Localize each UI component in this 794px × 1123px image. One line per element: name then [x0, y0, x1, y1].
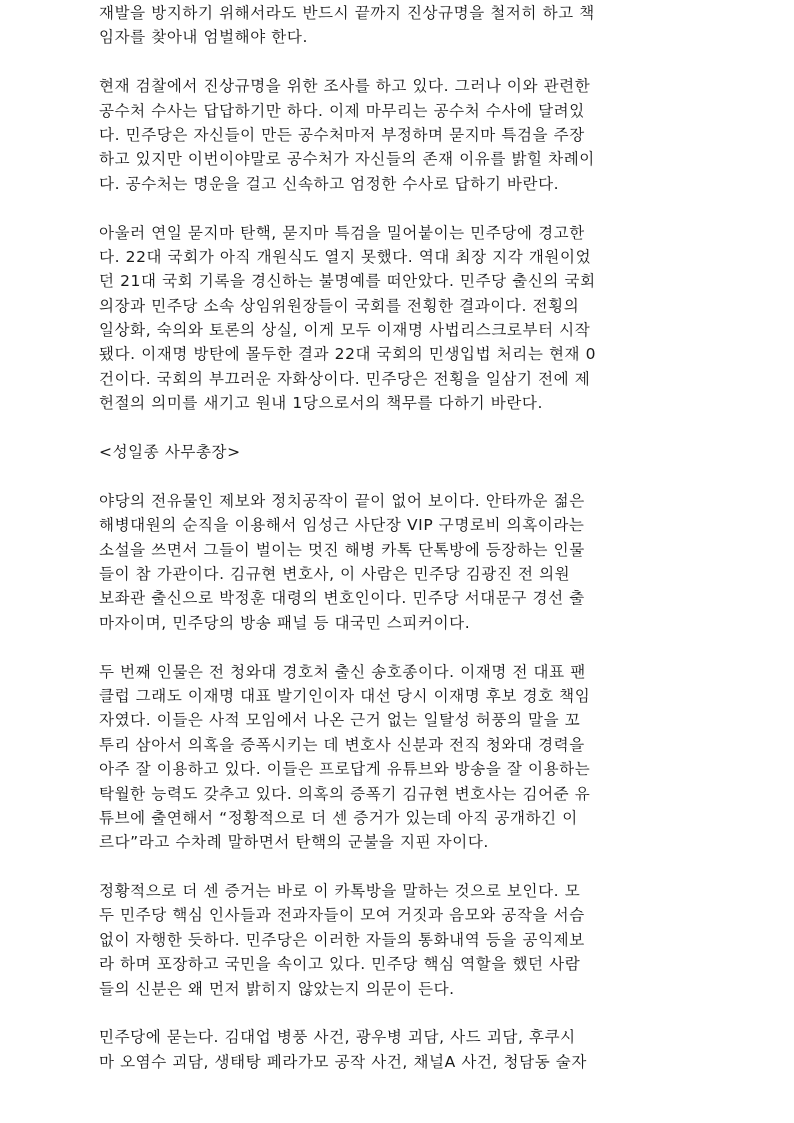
- text-line: 다. 민주당은 자신들이 만든 공수처마저 부정하며 묻지마 특검을 주장: [99, 125, 585, 144]
- text-line: 아울러 연일 묻지마 탄핵, 묻지마 특검을 밀어붙이는 민주당에 경고한: [99, 223, 585, 242]
- text-line: 르다”라고 수차례 말하면서 탄핵의 군불을 지핀 자이다.: [99, 833, 489, 852]
- text-line: 현재 검찰에서 진상규명을 위한 조사를 하고 있다. 그러나 이와 관련한: [99, 77, 591, 96]
- text-line: 클럽 그래도 이재명 대표 발기인이자 대선 당시 이재명 후보 경호 책임: [99, 686, 591, 705]
- text-line: 마 오염수 괴담, 생태탕 페라가모 공작 사건, 채널A 사건, 청담동 술자: [99, 1052, 587, 1071]
- text-line: 두 번째 인물은 전 청와대 경호처 출신 송호종이다. 이재명 전 대표 팬: [99, 662, 586, 681]
- paragraph-opposition: [99, 489, 695, 635]
- text-line: 건이다. 국회의 부끄러운 자화상이다. 민주당은 전횡을 일삼기 전에 제: [99, 369, 591, 388]
- text-line: 라 하며 포장하고 국민을 속이고 있다. 민주당 핵심 역할을 했던 사람: [99, 955, 581, 974]
- text-line: 없이 자행한 듯하다. 민주당은 이러한 자들의 통화내역 등을 공익제보: [99, 930, 585, 949]
- paragraph-warning: [99, 221, 695, 416]
- text-line: 아주 잘 이용하고 있다. 이들은 프로답게 유튜브와 방송을 잘 이용하는: [99, 760, 591, 779]
- text-line: 일상화, 숙의와 토론의 상실, 이게 모두 이재명 사법리스크로부터 시작: [99, 321, 591, 340]
- paragraph-responsibility: [99, 1, 695, 50]
- text-line: 해병대원의 순직을 이용해서 임성근 사단장 VIP 구명로비 의혹이라는: [99, 516, 585, 535]
- text-line: 다. 공수처는 명운을 걸고 신속하고 엄정한 수사로 답하기 바란다.: [99, 174, 560, 193]
- text-line: 야당의 전유물인 제보와 정치공작이 끝이 없어 보이다. 안타까운 젊은: [99, 491, 585, 510]
- text-line: 공수처 수사는 답답하기만 하다. 이제 마무리는 공수처 수사에 달려있: [99, 101, 585, 120]
- paragraph-question: [99, 1025, 695, 1074]
- text-line: 재발을 방지하기 위해서라도 반드시 끝까지 진상규명을 철저히 하고 책: [99, 4, 595, 22]
- text-line: 정황적으로 더 센 증거는 바로 이 카톡방을 말하는 것으로 보인다. 모: [99, 882, 581, 901]
- text-line: 다. 22대 국회가 아직 개원식도 열지 못했다. 역대 최장 지각 개원이었: [99, 247, 592, 266]
- text-line: 투리 삼아서 의혹을 증폭시키는 데 변호사 신분과 전직 청와대 경력을: [99, 735, 585, 754]
- text-line: 던 21대 국회 기록을 경신하는 불명예를 떠안았다. 민주당 출신의 국회: [99, 272, 596, 291]
- text-line: 들이 참 가관이다. 김규현 변호사, 이 사람은 민주당 김광진 전 의원: [99, 564, 571, 583]
- text-line: 두 민주당 핵심 인사들과 전과자들이 모여 거짓과 음모와 공작을 서슴: [99, 906, 585, 925]
- text-line: 하고 있지만 이번이야말로 공수처가 자신들의 존재 이유를 밝힐 차례이: [99, 150, 595, 169]
- paragraph-investigation: [99, 74, 695, 196]
- text-line: 의장과 민주당 소속 상임위원장들이 국회를 전횡한 결과이다. 전횡의: [99, 296, 580, 315]
- text-line: 임자를 찾아내 엄벌해야 한다.: [99, 28, 308, 47]
- text-line: 튜브에 출연해서 “정황적으로 더 센 증거가 있는데 아직 공개하긴 이: [99, 808, 578, 827]
- text-line: 소설을 쓰면서 그들이 벌이는 멋진 해병 카톡 단톡방에 등장하는 인물: [99, 540, 585, 559]
- text-line: 보좌관 출신으로 박정훈 대령의 변호인이다. 민주당 서대문구 경선 출: [99, 589, 585, 608]
- document-body: [99, 1, 695, 1099]
- text-line: 자였다. 이들은 사적 모임에서 나온 근거 없는 일탈성 허풍의 말을 꼬: [99, 711, 581, 730]
- text-line: 헌절의 의미를 새기고 원내 1당으로서의 책무를 다하기 바란다.: [99, 394, 544, 413]
- paragraph-second-person: [99, 660, 695, 855]
- speaker-label: <성일종 사무총장>: [99, 443, 241, 462]
- speaker-heading: [99, 440, 695, 464]
- text-line: 들의 신분은 왜 먼저 밝히지 않았는지 의문이 든다.: [99, 979, 455, 998]
- paragraph-evidence: [99, 879, 695, 1001]
- text-line: 됐다. 이재명 방탄에 몰두한 결과 22대 국회의 민생입법 처리는 현재 0: [99, 345, 597, 364]
- text-line: 탁월한 능력도 갖추고 있다. 의혹의 증폭기 김규현 변호사는 김어준 유: [99, 784, 591, 803]
- text-line: 마자이며, 민주당의 방송 패널 등 대국민 스피커이다.: [99, 613, 471, 632]
- text-line: 민주당에 묻는다. 김대업 병풍 사건, 광우병 괴담, 사드 괴담, 후쿠시: [99, 1028, 576, 1047]
